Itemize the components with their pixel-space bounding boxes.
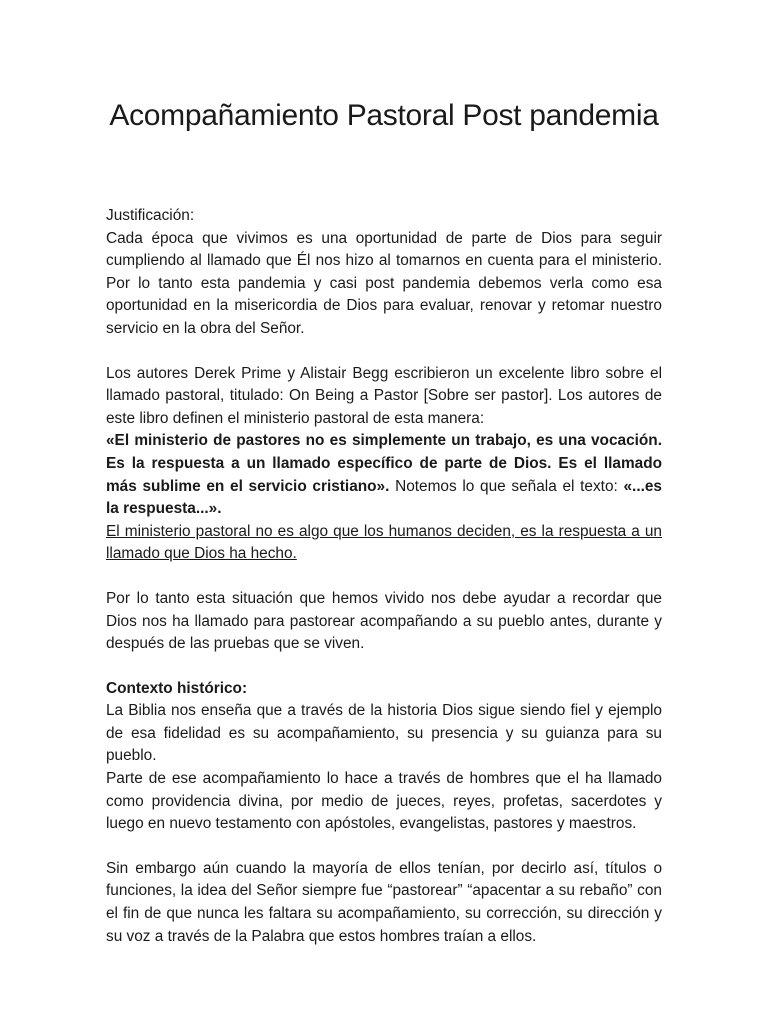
underlined-statement: El ministerio pastoral no es algo que los humanos deciden, es la respuesta a un llamado que Dios ha hecho. bbox=[106, 522, 662, 563]
paragraph-gap bbox=[106, 341, 662, 363]
justificacion-paragraph-1: Cada época que vivimos es una oportunidad de parte de Dios para seguir cumpliendo al llamado que Él nos hizo al tomarnos en cuenta para el ministerio. Por lo tanto esta pandemia y casi post pandemia debemos verla como esa oportunidad en la misericordia de Dios para evaluar, renovar y retomar nuestro servicio en la obra del Señor. bbox=[106, 229, 662, 337]
justificacion-paragraph-3: Por lo tanto esta situación que hemos vivido nos debe ayudar a recordar que Dios nos ha llamado para pastorear acompañando a su pueblo antes, durante y después de las pruebas que se viven. bbox=[106, 589, 662, 653]
pastoral-quote-paragraph bbox=[106, 430, 662, 520]
contexto-paragraph-1: La Biblia nos enseña que a través de la historia Dios sigue siendo fiel y ejemplo de esa fidelidad es su acompañamiento, su presencia y su guianza para su pueblo. bbox=[106, 702, 662, 765]
document-body bbox=[106, 205, 662, 948]
justificacion-heading: Justificación: bbox=[106, 207, 195, 224]
justificacion-paragraph-2: Los autores Derek Prime y Alistair Begg escribieron un excelente libro sobre el llamado pastoral, titulado: On Being a Pastor [Sobre ser pastor]. Los autores de este libro definen el ministerio pastoral de esta manera: bbox=[106, 364, 662, 427]
contexto-paragraph-2: Parte de ese acompañamiento lo hace a través de hombres que el ha llamado como providencia divina, por medio de jueces, reyes, profetas, sacerdotes y luego en nuevo testamento con apóstoles, evangelistas, pastores y maestros. bbox=[106, 770, 662, 833]
pastoral-quote: «El ministerio de pastores no es simplemente un trabajo, es una vocación. Es la respuesta a un llamado específico de parte de Dios. Es el llamado más sublime en el servicio cristiano». bbox=[106, 432, 662, 495]
page-title: Acompañamiento Pastoral Post pandemia bbox=[109, 99, 659, 132]
quote-excerpt: «...es la respuesta...». bbox=[106, 477, 662, 518]
underlined-statement-paragraph bbox=[106, 521, 662, 566]
paragraph-gap bbox=[106, 836, 662, 858]
quote-commentary: Notemos lo que señala el texto: bbox=[389, 477, 624, 495]
paragraph-gap bbox=[106, 566, 662, 588]
contexto-paragraph-3: Sin embargo aún cuando la mayoría de ellos tenían, por decirlo así, títulos o funciones, la idea del Señor siempre fue “pastorear” “apacentar a su rebaño” con el fin de que nunca les faltara su acompañamiento, su corrección, su dirección y su voz a través de la Palabra que estos hombres traían a ellos. bbox=[106, 859, 662, 945]
paragraph-gap bbox=[106, 656, 662, 678]
contexto-heading: Contexto histórico: bbox=[106, 679, 248, 697]
